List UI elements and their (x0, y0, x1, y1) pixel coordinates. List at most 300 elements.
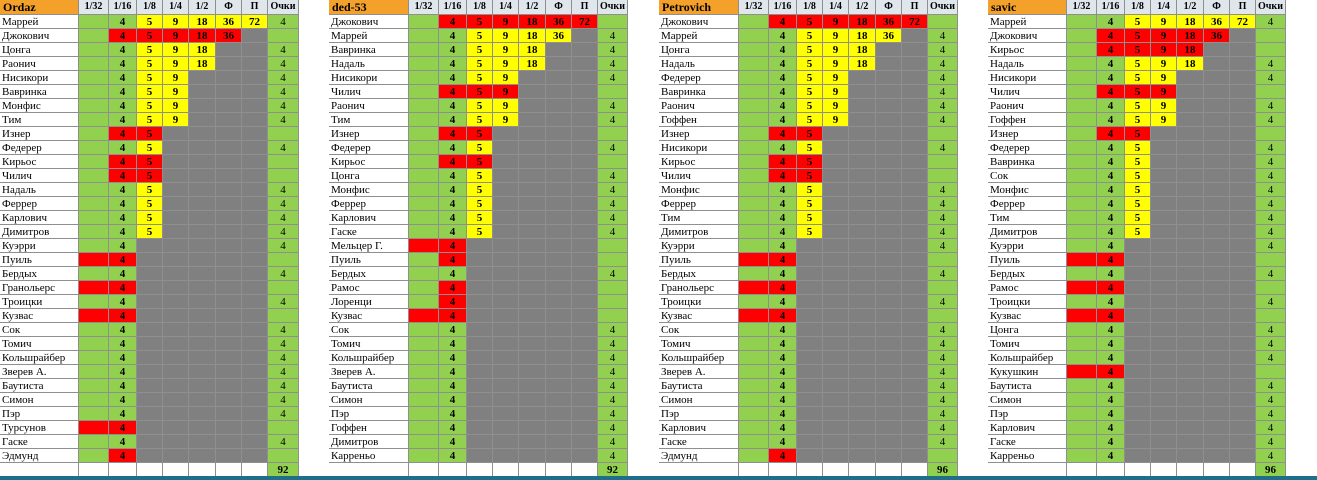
round-cell[interactable] (189, 127, 216, 141)
round-cell[interactable] (216, 141, 242, 155)
round-cell[interactable] (409, 15, 439, 29)
player-pick-name[interactable]: Рамос (988, 281, 1067, 295)
round-cell[interactable] (242, 127, 268, 141)
round-cell[interactable] (216, 351, 242, 365)
points-cell[interactable]: 4 (268, 71, 299, 85)
round-cell[interactable] (849, 379, 876, 393)
round-cell[interactable] (1177, 99, 1204, 113)
round-cell[interactable] (1067, 141, 1097, 155)
round-cell[interactable] (1230, 449, 1256, 463)
round-cell[interactable] (163, 141, 189, 155)
round-cell[interactable] (1125, 295, 1151, 309)
points-cell[interactable]: 4 (598, 449, 628, 463)
round-cell[interactable] (1204, 141, 1230, 155)
round-cell[interactable]: 9 (163, 99, 189, 113)
round-cell[interactable]: 9 (493, 15, 519, 29)
round-cell[interactable] (409, 211, 439, 225)
round-cell[interactable]: 5 (797, 43, 823, 57)
points-cell[interactable]: 4 (268, 43, 299, 57)
points-cell[interactable] (1256, 365, 1286, 379)
player-pick-name[interactable]: Карлович (329, 211, 409, 225)
round-cell[interactable] (163, 211, 189, 225)
points-cell[interactable]: 4 (928, 365, 958, 379)
round-cell[interactable] (797, 379, 823, 393)
player-pick-name[interactable]: Монфис (329, 183, 409, 197)
round-cell[interactable] (409, 197, 439, 211)
player-pick-name[interactable]: Симон (0, 393, 79, 407)
points-cell[interactable] (1256, 253, 1286, 267)
round-cell[interactable] (1204, 267, 1230, 281)
round-cell[interactable]: 5 (797, 71, 823, 85)
round-cell[interactable]: 4 (769, 85, 797, 99)
player-pick-name[interactable]: Феррер (329, 197, 409, 211)
round-cell[interactable]: 4 (109, 407, 137, 421)
round-cell[interactable] (739, 323, 769, 337)
round-cell[interactable] (797, 351, 823, 365)
round-cell[interactable] (409, 155, 439, 169)
round-cell[interactable] (189, 379, 216, 393)
total-row-blank[interactable] (519, 463, 546, 477)
round-cell[interactable] (849, 323, 876, 337)
round-cell[interactable] (163, 309, 189, 323)
round-cell[interactable] (572, 127, 598, 141)
player-pick-name[interactable]: Гаске (329, 225, 409, 239)
round-cell[interactable]: 4 (109, 435, 137, 449)
player-pick-name[interactable]: Монфис (659, 183, 739, 197)
round-cell[interactable] (409, 365, 439, 379)
round-cell[interactable] (876, 393, 902, 407)
round-cell[interactable] (849, 141, 876, 155)
round-cell[interactable] (163, 225, 189, 239)
round-cell[interactable] (493, 183, 519, 197)
round-cell[interactable] (79, 225, 109, 239)
round-cell[interactable] (1125, 351, 1151, 365)
round-cell[interactable] (572, 323, 598, 337)
round-cell[interactable] (1204, 113, 1230, 127)
round-cell[interactable] (546, 337, 572, 351)
player-pick-name[interactable]: Карреньо (988, 449, 1067, 463)
round-cell[interactable]: 9 (493, 43, 519, 57)
round-cell[interactable] (1067, 15, 1097, 29)
round-header[interactable]: 1/8 (1125, 0, 1151, 15)
round-cell[interactable] (189, 197, 216, 211)
total-row-blank[interactable] (1151, 463, 1177, 477)
total-row-blank[interactable] (1177, 463, 1204, 477)
round-cell[interactable] (1230, 141, 1256, 155)
player-pick-name[interactable]: Кирьос (988, 43, 1067, 57)
round-cell[interactable]: 5 (137, 183, 163, 197)
player-pick-name[interactable]: Куэрри (0, 239, 79, 253)
round-cell[interactable] (1151, 197, 1177, 211)
player-pick-name[interactable]: Надаль (329, 57, 409, 71)
round-cell[interactable] (242, 85, 268, 99)
round-cell[interactable] (739, 295, 769, 309)
round-cell[interactable] (823, 211, 849, 225)
round-cell[interactable]: 9 (1151, 71, 1177, 85)
player-pick-name[interactable]: Маррей (659, 29, 739, 43)
round-cell[interactable] (1230, 253, 1256, 267)
round-cell[interactable]: 4 (769, 337, 797, 351)
round-cell[interactable] (739, 29, 769, 43)
round-cell[interactable] (876, 421, 902, 435)
round-cell[interactable] (1067, 113, 1097, 127)
round-cell[interactable] (546, 197, 572, 211)
points-cell[interactable]: 4 (928, 71, 958, 85)
points-cell[interactable]: 4 (598, 197, 628, 211)
round-cell[interactable] (519, 253, 546, 267)
round-cell[interactable] (739, 351, 769, 365)
round-cell[interactable] (572, 71, 598, 85)
points-cell[interactable] (598, 155, 628, 169)
round-cell[interactable] (467, 267, 493, 281)
round-cell[interactable] (409, 421, 439, 435)
round-cell[interactable] (493, 323, 519, 337)
round-cell[interactable] (1067, 197, 1097, 211)
player-pick-name[interactable]: Симон (329, 393, 409, 407)
points-cell[interactable]: 4 (1256, 71, 1286, 85)
round-cell[interactable] (242, 197, 268, 211)
round-cell[interactable] (493, 211, 519, 225)
round-cell[interactable]: 5 (137, 29, 163, 43)
round-cell[interactable] (163, 393, 189, 407)
round-cell[interactable] (1067, 57, 1097, 71)
round-cell[interactable] (1125, 253, 1151, 267)
round-cell[interactable]: 4 (439, 365, 467, 379)
round-cell[interactable]: 4 (439, 71, 467, 85)
round-cell[interactable]: 18 (849, 29, 876, 43)
round-header[interactable]: 1/8 (797, 0, 823, 15)
round-cell[interactable] (1067, 29, 1097, 43)
round-cell[interactable] (1177, 113, 1204, 127)
round-cell[interactable] (849, 99, 876, 113)
round-cell[interactable] (1230, 197, 1256, 211)
round-cell[interactable] (902, 71, 928, 85)
round-cell[interactable] (739, 337, 769, 351)
round-cell[interactable] (1125, 421, 1151, 435)
round-cell[interactable]: 5 (467, 225, 493, 239)
round-cell[interactable] (409, 169, 439, 183)
round-cell[interactable] (493, 267, 519, 281)
round-cell[interactable] (1177, 407, 1204, 421)
round-cell[interactable]: 4 (439, 183, 467, 197)
player-pick-name[interactable]: Нисикори (329, 71, 409, 85)
round-cell[interactable]: 4 (1097, 421, 1125, 435)
round-cell[interactable] (1151, 281, 1177, 295)
round-cell[interactable] (409, 43, 439, 57)
round-cell[interactable] (216, 85, 242, 99)
round-cell[interactable] (467, 253, 493, 267)
round-cell[interactable] (739, 393, 769, 407)
round-cell[interactable]: 5 (467, 43, 493, 57)
total-points[interactable]: 96 (1256, 463, 1286, 477)
player-pick-name[interactable]: Бердых (659, 267, 739, 281)
player-pick-name[interactable]: Баутиста (329, 379, 409, 393)
round-cell[interactable] (216, 197, 242, 211)
round-header[interactable]: 1/16 (439, 0, 467, 15)
player-name-header[interactable]: savic (988, 0, 1067, 15)
points-cell[interactable] (928, 449, 958, 463)
points-cell[interactable]: 4 (268, 435, 299, 449)
round-cell[interactable] (79, 113, 109, 127)
round-cell[interactable] (876, 379, 902, 393)
round-cell[interactable] (1067, 351, 1097, 365)
round-cell[interactable] (493, 351, 519, 365)
round-cell[interactable] (876, 323, 902, 337)
points-cell[interactable]: 4 (1256, 379, 1286, 393)
round-cell[interactable] (849, 365, 876, 379)
round-cell[interactable]: 4 (109, 155, 137, 169)
round-cell[interactable] (163, 379, 189, 393)
player-pick-name[interactable]: Баутиста (988, 379, 1067, 393)
player-pick-name[interactable]: Гаске (0, 435, 79, 449)
round-cell[interactable] (572, 155, 598, 169)
total-row-blank[interactable] (546, 463, 572, 477)
round-cell[interactable] (876, 253, 902, 267)
round-cell[interactable] (137, 267, 163, 281)
points-cell[interactable]: 4 (928, 85, 958, 99)
round-cell[interactable] (519, 71, 546, 85)
round-cell[interactable] (79, 211, 109, 225)
round-cell[interactable]: 4 (439, 253, 467, 267)
round-cell[interactable] (216, 211, 242, 225)
round-cell[interactable] (493, 127, 519, 141)
points-cell[interactable]: 4 (598, 141, 628, 155)
player-pick-name[interactable]: Раонич (329, 99, 409, 113)
round-cell[interactable] (739, 57, 769, 71)
round-cell[interactable] (1067, 71, 1097, 85)
points-cell[interactable]: 4 (268, 197, 299, 211)
round-cell[interactable]: 4 (769, 29, 797, 43)
player-pick-name[interactable]: Баутиста (659, 379, 739, 393)
round-cell[interactable] (1230, 281, 1256, 295)
player-pick-name[interactable]: Изнер (329, 127, 409, 141)
round-cell[interactable] (409, 295, 439, 309)
round-cell[interactable]: 4 (109, 449, 137, 463)
round-cell[interactable] (242, 351, 268, 365)
round-cell[interactable] (902, 113, 928, 127)
round-cell[interactable] (137, 309, 163, 323)
round-cell[interactable] (572, 267, 598, 281)
points-cell[interactable]: 4 (928, 99, 958, 113)
round-cell[interactable] (1177, 253, 1204, 267)
round-cell[interactable] (493, 365, 519, 379)
round-cell[interactable] (739, 71, 769, 85)
round-cell[interactable] (902, 267, 928, 281)
player-pick-name[interactable]: Чилич (0, 169, 79, 183)
round-cell[interactable] (876, 365, 902, 379)
round-cell[interactable] (876, 435, 902, 449)
round-cell[interactable]: 5 (467, 183, 493, 197)
round-cell[interactable] (739, 407, 769, 421)
round-cell[interactable]: 5 (1125, 225, 1151, 239)
points-cell[interactable]: 4 (1256, 211, 1286, 225)
round-cell[interactable] (189, 281, 216, 295)
round-cell[interactable]: 4 (1097, 435, 1125, 449)
points-cell[interactable]: 4 (928, 57, 958, 71)
round-cell[interactable] (79, 197, 109, 211)
points-cell[interactable]: 4 (1256, 15, 1286, 29)
round-cell[interactable] (1151, 295, 1177, 309)
round-cell[interactable]: 5 (797, 155, 823, 169)
round-cell[interactable] (876, 239, 902, 253)
round-cell[interactable] (546, 141, 572, 155)
player-pick-name[interactable]: Изнер (659, 127, 739, 141)
round-cell[interactable] (823, 141, 849, 155)
round-cell[interactable] (1125, 379, 1151, 393)
round-cell[interactable] (572, 183, 598, 197)
round-cell[interactable] (216, 309, 242, 323)
round-cell[interactable] (546, 393, 572, 407)
round-cell[interactable]: 5 (797, 57, 823, 71)
round-cell[interactable] (189, 85, 216, 99)
round-header[interactable]: 1/4 (493, 0, 519, 15)
round-cell[interactable] (1151, 393, 1177, 407)
round-cell[interactable] (572, 309, 598, 323)
round-cell[interactable] (519, 85, 546, 99)
total-row-blank[interactable] (439, 463, 467, 477)
round-cell[interactable]: 9 (1151, 85, 1177, 99)
round-cell[interactable] (1230, 309, 1256, 323)
round-cell[interactable] (797, 281, 823, 295)
round-cell[interactable] (163, 323, 189, 337)
round-cell[interactable] (572, 141, 598, 155)
round-cell[interactable] (1177, 169, 1204, 183)
player-pick-name[interactable]: Пуиль (329, 253, 409, 267)
round-cell[interactable] (1204, 421, 1230, 435)
round-cell[interactable]: 36 (876, 15, 902, 29)
round-cell[interactable] (1151, 183, 1177, 197)
round-cell[interactable] (876, 141, 902, 155)
round-cell[interactable] (1067, 421, 1097, 435)
round-cell[interactable]: 4 (1097, 407, 1125, 421)
points-cell[interactable]: 4 (268, 141, 299, 155)
round-cell[interactable]: 4 (1097, 337, 1125, 351)
round-cell[interactable] (409, 183, 439, 197)
round-cell[interactable]: 5 (797, 29, 823, 43)
total-row-blank[interactable] (797, 463, 823, 477)
round-cell[interactable] (797, 253, 823, 267)
round-cell[interactable] (849, 393, 876, 407)
round-cell[interactable] (216, 57, 242, 71)
round-cell[interactable] (163, 239, 189, 253)
round-cell[interactable] (739, 169, 769, 183)
round-cell[interactable] (216, 99, 242, 113)
round-cell[interactable] (902, 183, 928, 197)
round-cell[interactable] (546, 295, 572, 309)
points-cell[interactable] (268, 29, 299, 43)
round-cell[interactable]: 4 (439, 57, 467, 71)
player-pick-name[interactable]: Сок (329, 323, 409, 337)
round-cell[interactable]: 4 (1097, 239, 1125, 253)
round-cell[interactable] (242, 281, 268, 295)
round-cell[interactable] (409, 281, 439, 295)
player-pick-name[interactable]: Кирьос (0, 155, 79, 169)
round-cell[interactable] (823, 407, 849, 421)
round-cell[interactable] (876, 281, 902, 295)
round-cell[interactable]: 4 (109, 267, 137, 281)
round-cell[interactable]: 4 (769, 183, 797, 197)
round-cell[interactable] (409, 379, 439, 393)
round-cell[interactable] (493, 309, 519, 323)
round-cell[interactable] (79, 57, 109, 71)
round-cell[interactable]: 4 (769, 127, 797, 141)
round-cell[interactable]: 4 (769, 449, 797, 463)
points-cell[interactable] (268, 253, 299, 267)
round-cell[interactable] (797, 295, 823, 309)
round-cell[interactable] (1230, 113, 1256, 127)
round-header[interactable]: 1/4 (823, 0, 849, 15)
round-cell[interactable] (493, 295, 519, 309)
round-cell[interactable] (902, 211, 928, 225)
round-cell[interactable] (493, 253, 519, 267)
round-cell[interactable]: 18 (189, 29, 216, 43)
round-cell[interactable]: 5 (467, 141, 493, 155)
round-cell[interactable]: 4 (769, 169, 797, 183)
round-cell[interactable]: 4 (439, 323, 467, 337)
round-cell[interactable] (849, 407, 876, 421)
round-cell[interactable] (823, 169, 849, 183)
round-cell[interactable]: 9 (493, 113, 519, 127)
player-pick-name[interactable]: Карлович (0, 211, 79, 225)
round-header[interactable]: 1/4 (1151, 0, 1177, 15)
round-cell[interactable]: 4 (109, 309, 137, 323)
total-row-blank[interactable] (329, 463, 409, 477)
player-pick-name[interactable]: Джокович (659, 15, 739, 29)
round-cell[interactable] (467, 407, 493, 421)
round-cell[interactable]: 5 (467, 211, 493, 225)
round-cell[interactable] (189, 351, 216, 365)
total-row-blank[interactable] (137, 463, 163, 477)
round-cell[interactable] (519, 365, 546, 379)
round-cell[interactable] (849, 113, 876, 127)
points-cell[interactable] (1256, 85, 1286, 99)
points-cell[interactable]: 4 (598, 323, 628, 337)
round-cell[interactable] (467, 449, 493, 463)
round-cell[interactable] (797, 323, 823, 337)
round-cell[interactable] (823, 295, 849, 309)
round-header[interactable]: 1/32 (409, 0, 439, 15)
round-cell[interactable] (546, 43, 572, 57)
points-cell[interactable]: 4 (598, 29, 628, 43)
round-cell[interactable] (739, 239, 769, 253)
round-cell[interactable] (216, 281, 242, 295)
round-cell[interactable]: 9 (823, 71, 849, 85)
round-cell[interactable]: 5 (1125, 141, 1151, 155)
points-cell[interactable]: 4 (268, 225, 299, 239)
round-cell[interactable]: 4 (109, 421, 137, 435)
round-cell[interactable] (823, 323, 849, 337)
total-row-blank[interactable] (739, 463, 769, 477)
round-cell[interactable] (1204, 295, 1230, 309)
round-cell[interactable] (493, 421, 519, 435)
player-pick-name[interactable]: Монфис (988, 183, 1067, 197)
round-cell[interactable] (902, 253, 928, 267)
player-name-header[interactable]: Petrovich (659, 0, 739, 15)
round-cell[interactable] (1125, 435, 1151, 449)
round-cell[interactable] (1230, 183, 1256, 197)
round-cell[interactable] (1204, 281, 1230, 295)
player-pick-name[interactable]: Гаске (659, 435, 739, 449)
round-cell[interactable]: 18 (849, 15, 876, 29)
round-cell[interactable]: 5 (467, 71, 493, 85)
points-cell[interactable] (598, 127, 628, 141)
round-cell[interactable]: 4 (439, 337, 467, 351)
round-cell[interactable] (1067, 267, 1097, 281)
round-cell[interactable] (1177, 197, 1204, 211)
round-cell[interactable] (876, 155, 902, 169)
round-cell[interactable] (572, 449, 598, 463)
round-cell[interactable] (493, 155, 519, 169)
